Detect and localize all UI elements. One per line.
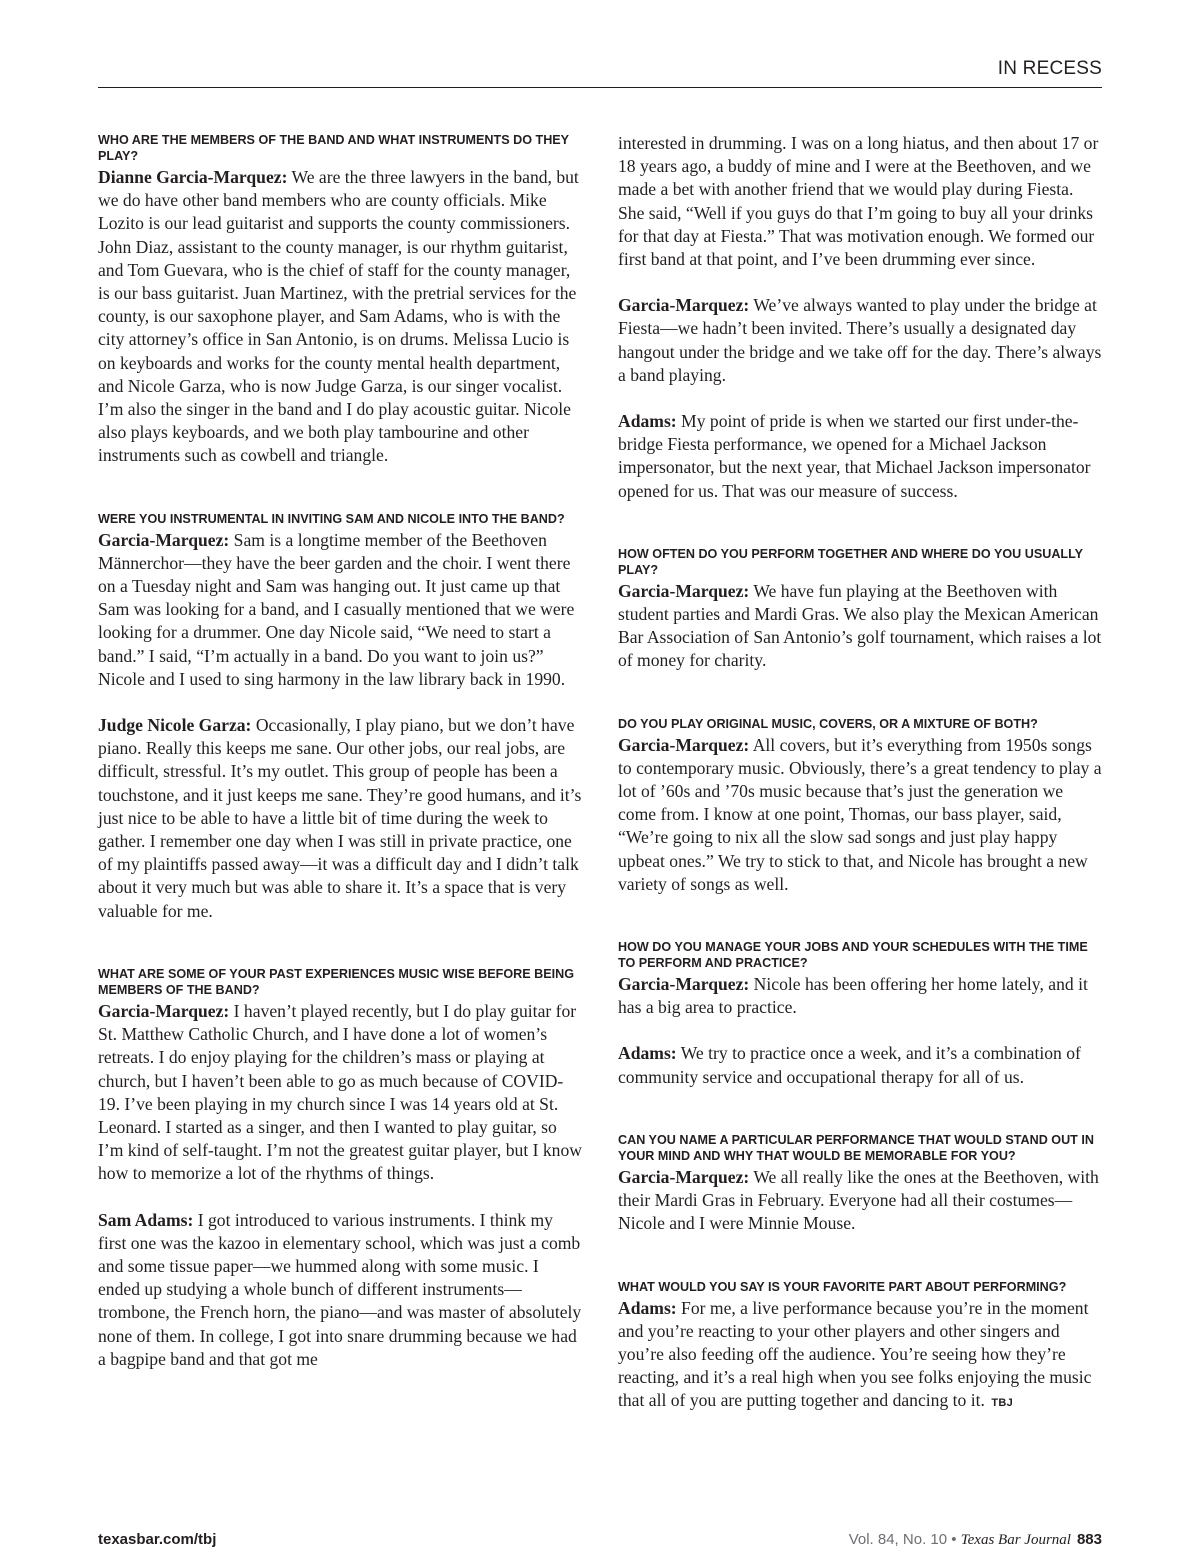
question-heading: WHAT ARE SOME OF YOUR PAST EXPERIENCES MUSIC WISE BEFORE BEING MEMBERS OF THE BAND? xyxy=(98,966,575,997)
header-divider xyxy=(98,87,1102,88)
speaker-name: Adams: xyxy=(618,411,677,432)
answer-paragraph xyxy=(98,1000,582,1186)
footer-issue-info xyxy=(849,1531,1102,1549)
answer-text: We all really like the ones at the Beethoven, with their Mardi Gras in February. Everyone had all their costumes—Nicole and I were Minnie Mouse. xyxy=(618,1166,1099,1234)
answer-text: My point of pride is when we started our first under-the-bridge Fiesta performance, we opened for a Michael Jackson impersonator, but the next year, that Michael Jackson impersonator opened for us. That was our measure of success. xyxy=(618,411,1091,501)
answer-paragraph xyxy=(618,294,1102,387)
answer-paragraph xyxy=(618,1042,1102,1088)
answer-paragraph xyxy=(618,410,1102,503)
answer-text: All covers, but it’s everything from 1950s songs to contemporary music. Obviously, there’s a great tendency to play a lot of ’60s and ’70s music because that’s just the generation we come from. I know at one point, Thomas, our bass player, said, “We’re going to nix all the slow sad songs and just play happy upbeat ones.” We try to stick to that, and Nicole has brought a new variety of songs as well. xyxy=(618,734,1102,894)
question-heading: WHAT WOULD YOU SAY IS YOUR FAVORITE PART ABOUT PERFORMING? xyxy=(618,1279,1067,1294)
speaker-name: Garcia-Marquez: xyxy=(98,1000,230,1021)
answer-text: We try to practice once a week, and it’s a combination of community service and occupational therapy for all of us. xyxy=(618,1043,1081,1087)
question-heading: HOW DO YOU MANAGE YOUR JOBS AND YOUR SCHEDULES WITH THE TIME TO PERFORM AND PRACTICE? xyxy=(618,940,1088,971)
question-heading: CAN YOU NAME A PARTICULAR PERFORMANCE THAT WOULD STAND OUT IN YOUR MIND AND WHY THAT WOULD BE MEMORABLE FOR YOU? xyxy=(618,1132,1094,1163)
qa-section xyxy=(618,716,1102,896)
qa-section xyxy=(618,1132,1102,1236)
answer-text: For me, a live performance because you’re in the moment and you’re reacting to your other players and other singers and you’re also feeding off the audience. You’re seeing how they’re reacting, and it’s a real high when you see folks enjoying the music that all of you are putting together and dancing to it. xyxy=(618,1297,1092,1411)
question-heading: WHO ARE THE MEMBERS OF THE BAND AND WHAT INSTRUMENTS DO THEY PLAY? xyxy=(98,133,569,163)
answer-paragraph xyxy=(98,714,582,923)
answer-paragraph xyxy=(618,1297,1102,1416)
question-heading: WERE YOU INSTRUMENTAL IN INVITING SAM AND NICOLE INTO THE BAND? xyxy=(98,511,565,526)
speaker-name: Judge Nicole Garza: xyxy=(98,715,252,736)
speaker-name: Adams: xyxy=(618,1297,677,1318)
speaker-name: Dianne Garcia-Marquez: xyxy=(98,167,288,187)
speaker-name: Adams: xyxy=(618,1043,677,1064)
answer-text: interested in drumming. I was on a long hiatus, and then about 17 or 18 years ago, a buddy of mine and I were at the Beethoven, and we made a bet with another friend that we would play during Fiesta. She said, “Well if you guys do that I’m going to buy all your drinks for that day at Fiesta.” That was motivation enough. We formed our first band at that point, and I’ve been drumming ever since. xyxy=(618,133,1099,270)
journal-title: Texas Bar Journal xyxy=(960,1532,1071,1548)
question-heading: HOW OFTEN DO YOU PERFORM TOGETHER AND WHERE DO YOU USUALLY PLAY? xyxy=(618,546,1083,577)
page-number: 883 xyxy=(1076,1531,1102,1548)
answer-text: We’ve always wanted to play under the bridge at Fiesta—we hadn’t been invited. There’s usually a designated day hangout under the bridge and we take off for the day. There’s always a band playing. xyxy=(618,295,1102,385)
left-column xyxy=(98,132,582,1371)
question-heading: DO YOU PLAY ORIGINAL MUSIC, COVERS, OR A MIXTURE OF BOTH? xyxy=(618,716,1038,731)
answer-text: Nicole has been offering her home lately, and it has a big area to practice. xyxy=(618,974,1088,1018)
speaker-name: Garcia-Marquez: xyxy=(618,974,750,995)
answer-paragraph xyxy=(618,132,1102,271)
qa-section xyxy=(98,511,582,923)
speaker-name: Garcia-Marquez: xyxy=(98,529,230,550)
qa-section xyxy=(98,966,582,1371)
qa-section xyxy=(618,939,1102,1089)
answer-text: We are the three lawyers in the band, but we do have other band members who are county officials. Mike Lozito is our lead guitarist and supports the county commissioners. John Diaz, assistant to the county manager, is our rhythm guitarist, and Tom Guevara, who is the chief of staff for the county manager, is our bass guitarist. Juan Martinez, with the pretrial services for the county, is our saxophone player, and Sam Adams, who is with the city attorney’s office in San Antonio, is on drums. Melissa Lucio is on keyboards and works for the county mental health department, and Nicole Garza, who is now Judge Garza, is our singer vocalist. I’m also the singer in the band and I do play acoustic guitar. Nicole also plays keyboards, and we both play tambourine and other instruments such as cowbell and triangle. xyxy=(98,167,579,466)
answer-text: Sam is a longtime member of the Beethoven Männerchor—they have the beer garden and the choir. I went there on a Tuesday night and Sam was hanging out. It just came up that Sam was looking for a band, and I casually mentioned that we were looking for a drummer. One day Nicole said, “We need to start a band.” I said, “I’m actually in a band. Do you want to join us?” Nicole and I used to sing harmony in the law library back in 1990. xyxy=(98,529,575,689)
footer-website-link[interactable]: texasbar.com/tbj xyxy=(98,1531,217,1548)
section-label: IN RECESS xyxy=(997,58,1102,79)
speaker-name: Garcia-Marquez: xyxy=(618,734,750,755)
answer-paragraph xyxy=(98,529,582,691)
answer-paragraph xyxy=(618,973,1102,1019)
answer-paragraph xyxy=(98,1209,582,1371)
answer-paragraph xyxy=(618,1166,1102,1236)
right-column xyxy=(618,132,1102,1416)
speaker-name: Sam Adams: xyxy=(98,1209,194,1230)
answer-text: I haven’t played recently, but I do play guitar for St. Matthew Catholic Church, and I have done a lot of women’s retreats. I do enjoy playing for the children’s mass or playing at church, but I haven’t been able to go as much because of COVID-19. I’ve been playing in my church since I was 14 years old at St. Leonard. I started as a singer, and then I wanted to play guitar, so I’m kind of self-taught. I’m not the greatest guitar player, but I know how to memorize a lot of the rhythms of things. xyxy=(98,1000,582,1184)
speaker-name: Garcia-Marquez: xyxy=(618,1166,750,1187)
speaker-name: Garcia-Marquez: xyxy=(618,580,750,601)
qa-section xyxy=(618,546,1102,673)
answer-text: We have fun playing at the Beethoven with student parties and Mardi Gras. We also play the Mexican American Bar Association of San Antonio’s golf tournament, which raises a lot of money for charity. xyxy=(618,580,1102,671)
answer-paragraph xyxy=(618,734,1102,896)
answer-text: Occasionally, I play piano, but we don’t have piano. Really this keeps me sane. Our other jobs, our real jobs, are difficult, stressful. It’s my outlet. This group of people has been a touchstone, and it just keeps me sane. They’re good humans, and it’s just nice to be able to have a little bit of time during the week to gather. I remember one day when I was still in private practice, one of my plaintiffs passed away—it was a difficult day and I didn’t talk about it very much but was able to share it. It’s a space that is very valuable for me. xyxy=(98,715,582,921)
answer-text: I got introduced to various instruments. I think my first one was the kazoo in elementary school, which was just a comb and some tissue paper—we hummed along with some music. I ended up studying a whole bunch of different instruments—trombone, the French horn, the piano—and was master of absolutely none of them. In college, I got into snare drumming because we had a bagpipe band and that got me xyxy=(98,1209,582,1369)
end-of-article-mark: TBJ xyxy=(991,1397,1014,1410)
answer-paragraph xyxy=(98,166,582,468)
issue-volume: Vol. 84, No. 10 • xyxy=(848,1531,961,1548)
speaker-name: Garcia-Marquez: xyxy=(618,295,750,316)
qa-section-continued xyxy=(618,132,1102,503)
answer-paragraph xyxy=(618,580,1102,673)
qa-section xyxy=(98,132,582,468)
qa-section xyxy=(618,1279,1102,1416)
